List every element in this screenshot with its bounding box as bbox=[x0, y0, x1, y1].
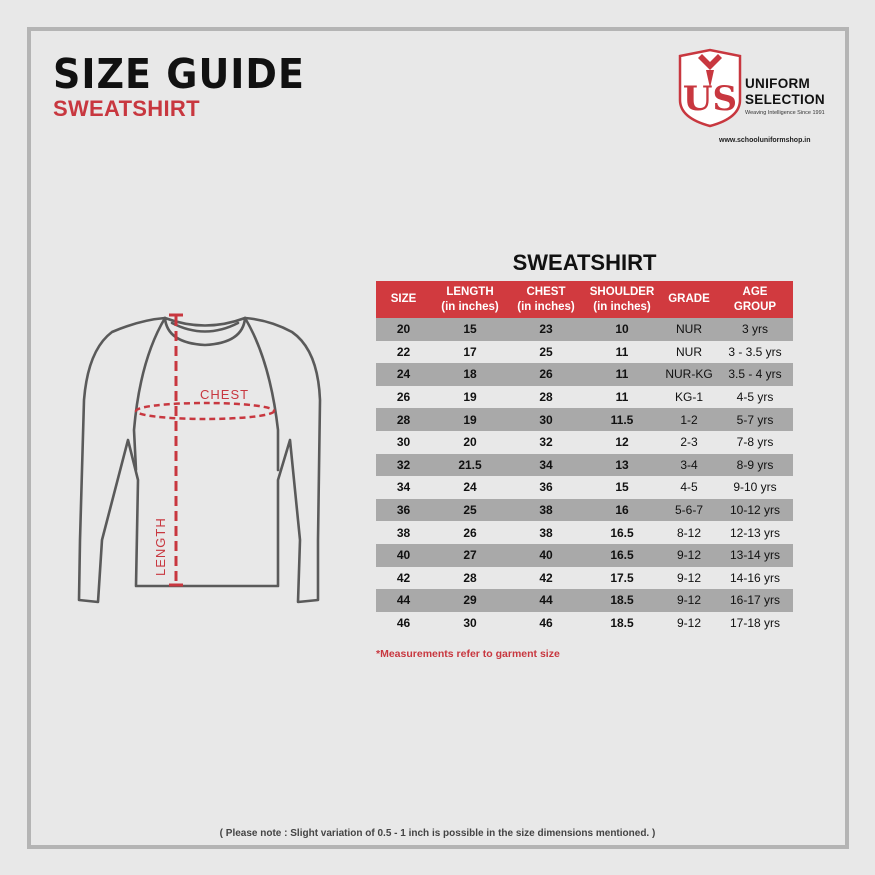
table-cell: 1-2 bbox=[661, 408, 717, 431]
table-cell: 3 yrs bbox=[717, 318, 793, 341]
table-cell: 22 bbox=[396, 344, 411, 359]
column-header-line1: LENGTH bbox=[446, 285, 494, 298]
table-cell: 13 bbox=[583, 454, 661, 477]
column-header-line2: (in inches) bbox=[441, 300, 499, 313]
column-header bbox=[376, 281, 431, 318]
table-row bbox=[376, 521, 793, 544]
table-cell: 28 bbox=[539, 390, 553, 405]
table-cell: 17.5 bbox=[610, 570, 634, 585]
table-cell: 28 bbox=[463, 570, 477, 585]
table-header-row bbox=[376, 281, 793, 318]
table-row bbox=[376, 567, 793, 590]
table-row bbox=[376, 341, 793, 364]
table-cell: 10 bbox=[583, 318, 661, 341]
table-cell: 38 bbox=[509, 499, 583, 522]
table-row bbox=[376, 454, 793, 477]
page-title: SIZE GUIDE bbox=[53, 50, 305, 98]
table-cell: 20 bbox=[376, 318, 431, 341]
column-header-line2: (in inches) bbox=[593, 300, 651, 313]
table-cell: 38 bbox=[539, 525, 553, 540]
table-row bbox=[376, 318, 793, 341]
column-header-line1: GRADE bbox=[668, 293, 710, 305]
table-cell: 38 bbox=[396, 525, 411, 540]
table-cell: 17 bbox=[463, 344, 477, 359]
table-cell: 11.5 bbox=[583, 408, 661, 431]
table-cell: 16-17 yrs bbox=[717, 589, 793, 612]
table-cell: 32 bbox=[376, 454, 431, 477]
table-cell: 15 bbox=[431, 318, 509, 341]
table-cell: 42 bbox=[396, 570, 411, 585]
table-cell: 24 bbox=[376, 363, 431, 386]
table-cell: 25 bbox=[431, 499, 509, 522]
column-header bbox=[661, 281, 717, 318]
table-cell: 4-5 yrs bbox=[736, 390, 774, 405]
brand-name-line2: SELECTION bbox=[745, 92, 825, 107]
table-cell: 23 bbox=[509, 318, 583, 341]
logo-letters: US bbox=[682, 79, 738, 119]
table-cell: 17-18 yrs bbox=[729, 616, 781, 631]
column-header-line1: CHEST bbox=[526, 285, 566, 298]
table-cell: 11 bbox=[583, 363, 661, 386]
sweatshirt-body bbox=[79, 318, 320, 602]
table-cell: 5-6-7 bbox=[661, 499, 717, 522]
table-cell: 27 bbox=[431, 544, 509, 567]
table-cell: 3-4 bbox=[661, 454, 717, 477]
table-cell: 2-3 bbox=[680, 435, 698, 450]
brand-tagline: Weaving Intelligence Since 1991 bbox=[745, 110, 825, 116]
table-cell: 44 bbox=[376, 589, 431, 612]
table-row bbox=[376, 612, 793, 635]
table-row bbox=[376, 544, 793, 567]
table-cell: 8-12 bbox=[676, 525, 702, 540]
table-cell: 4-5 bbox=[680, 480, 698, 495]
table-cell: 30 bbox=[463, 616, 477, 631]
page-subtitle: SWEATSHIRT bbox=[53, 96, 200, 121]
table-cell: 21.5 bbox=[431, 454, 509, 477]
table-cell: 36 bbox=[539, 480, 553, 495]
sweatshirt-diagram bbox=[70, 300, 360, 610]
table-row bbox=[376, 431, 793, 454]
table-cell: 34 bbox=[509, 454, 583, 477]
table-cell: 19 bbox=[431, 408, 509, 431]
table-cell: NUR bbox=[676, 344, 702, 359]
table-row bbox=[376, 589, 793, 612]
table-body bbox=[376, 318, 793, 634]
column-header-line2: GROUP bbox=[733, 300, 777, 313]
table-cell: 46 bbox=[396, 616, 411, 631]
chest-label: CHEST bbox=[200, 387, 250, 402]
table-cell: 16.5 bbox=[583, 544, 661, 567]
brand-name-line1: UNIFORM bbox=[745, 76, 811, 91]
table-cell: 3.5 - 4 yrs bbox=[717, 363, 793, 386]
table-cell: 13-14 yrs bbox=[717, 544, 793, 567]
length-label: LENGTH bbox=[153, 517, 168, 576]
table-cell: 8-9 yrs bbox=[717, 454, 793, 477]
table-cell: 30 bbox=[509, 408, 583, 431]
table-cell: 26 bbox=[396, 390, 411, 405]
table-cell: 3 - 3.5 yrs bbox=[728, 344, 782, 359]
table-cell: 10-12 yrs bbox=[717, 499, 793, 522]
table-cell: 18 bbox=[431, 363, 509, 386]
table-cell: 9-12 bbox=[676, 616, 702, 631]
table-cell: 18.5 bbox=[610, 616, 634, 631]
footer-note: ( Please note : Slight variation of 0.5 - 1 inch is possible in the size dimensions mentioned. ) bbox=[219, 828, 656, 839]
table-cell: 9-10 yrs bbox=[733, 480, 777, 495]
table-cell: 36 bbox=[376, 499, 431, 522]
table-cell: 18.5 bbox=[583, 589, 661, 612]
table-cell: 26 bbox=[463, 525, 477, 540]
table-cell: 24 bbox=[463, 480, 477, 495]
table-cell: KG-1 bbox=[674, 390, 703, 405]
column-header bbox=[431, 281, 509, 318]
table-cell: 5-7 yrs bbox=[717, 408, 793, 431]
measurement-note: *Measurements refer to garment size bbox=[376, 648, 560, 660]
table-row bbox=[376, 476, 793, 499]
table-cell: 44 bbox=[509, 589, 583, 612]
table-cell: NUR bbox=[661, 318, 717, 341]
table-cell: 11 bbox=[615, 344, 629, 359]
table-cell: 14-16 yrs bbox=[729, 570, 781, 585]
table-cell: 40 bbox=[376, 544, 431, 567]
table-cell: 28 bbox=[376, 408, 431, 431]
table-cell: 11 bbox=[615, 390, 629, 405]
table-cell: 9-12 bbox=[676, 570, 702, 585]
brand-website: www.schooluniformshop.in bbox=[719, 137, 811, 144]
column-header-line1: AGE bbox=[742, 285, 768, 298]
table-cell: 42 bbox=[539, 570, 553, 585]
table-cell: 12 bbox=[615, 435, 629, 450]
table-cell: 20 bbox=[463, 435, 477, 450]
column-header bbox=[717, 281, 793, 318]
table-title: SWEATSHIRT bbox=[512, 250, 657, 275]
table-cell: 32 bbox=[539, 435, 553, 450]
column-header-line1: SHOULDER bbox=[589, 285, 655, 298]
column-header bbox=[583, 281, 661, 318]
table-cell: 19 bbox=[463, 390, 477, 405]
table-row bbox=[376, 408, 793, 431]
table-cell: 7-8 yrs bbox=[736, 435, 774, 450]
brand-name bbox=[745, 76, 825, 108]
table-row bbox=[376, 386, 793, 409]
column-header bbox=[509, 281, 583, 318]
table-cell: 46 bbox=[539, 616, 553, 631]
table-cell: 15 bbox=[615, 480, 629, 495]
table-row bbox=[376, 363, 793, 386]
size-table bbox=[376, 281, 793, 634]
table-cell: 16.5 bbox=[610, 525, 634, 540]
column-header-line1: SIZE bbox=[390, 293, 417, 305]
table-cell: 9-12 bbox=[661, 589, 717, 612]
table-cell: 29 bbox=[431, 589, 509, 612]
chest-measure-line bbox=[136, 403, 274, 419]
table-cell: 34 bbox=[396, 480, 411, 495]
table-cell: 26 bbox=[509, 363, 583, 386]
table-cell: 16 bbox=[583, 499, 661, 522]
table-cell: 25 bbox=[539, 344, 553, 359]
table-cell: NUR-KG bbox=[661, 363, 717, 386]
table-cell: 40 bbox=[509, 544, 583, 567]
column-header-line2: (in inches) bbox=[517, 300, 575, 313]
table-cell: 9-12 bbox=[661, 544, 717, 567]
table-row bbox=[376, 499, 793, 522]
table-cell: 12-13 yrs bbox=[729, 525, 781, 540]
table-cell: 30 bbox=[396, 435, 411, 450]
